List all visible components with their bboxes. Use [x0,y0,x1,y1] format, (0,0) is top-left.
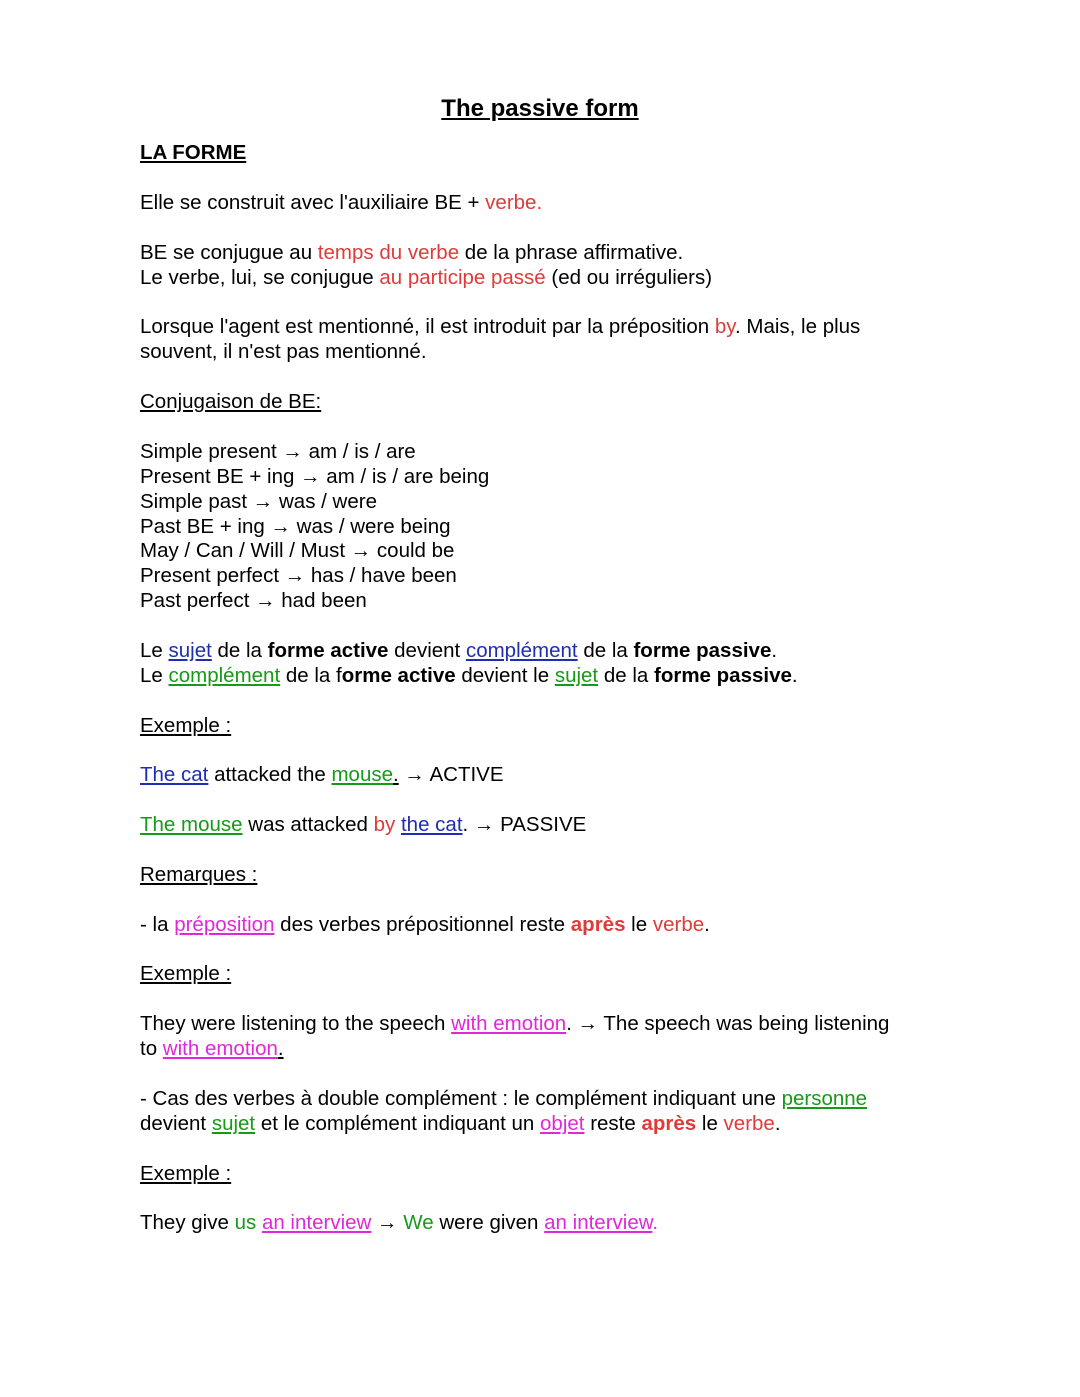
highlight-object: an interview [261,1211,372,1234]
text: devient [140,1112,212,1135]
highlight-by: by [373,813,396,836]
text: . Mais, le plus [734,315,861,338]
text: . [771,639,778,662]
conj-line: Past perfect → had been [140,589,367,612]
text: le [696,1112,724,1135]
highlight-object: an interview [544,1211,653,1234]
text: Le verbe, lui, se conjugue [140,266,380,289]
highlight-person: us [234,1211,257,1234]
text: . [704,913,710,936]
text: → ACTIVE [398,763,504,786]
highlight-complement: complément [168,664,281,687]
bold-text: forme passive [654,664,792,687]
example-label: Exemple : [140,962,232,985]
text: Le [140,664,169,687]
bold-text: orme active [341,664,456,687]
highlight-verbe: verbe. [485,191,543,214]
text: de la [211,639,268,662]
conj-line: May / Can / Will / Must → could be [140,539,455,562]
text: was attacked [242,813,374,836]
highlight-verbe: verbe [723,1112,775,1135]
text: attacked the [208,763,332,786]
text: Elle se construit avec l'auxiliaire BE + [140,191,486,214]
text: devient [388,639,466,662]
text: Le [140,639,169,662]
highlight-preposition: préposition [174,913,275,936]
conj-line: Past BE + ing → was / were being [140,515,451,538]
text: . → PASSIVE [462,813,587,836]
line-construction [140,190,940,215]
highlight-apres: après [570,913,626,936]
highlight-preposition: with emotion [451,1012,567,1035]
text: → [371,1211,404,1234]
remarks-label: Remarques : [140,863,258,886]
text: . [652,1211,659,1234]
text: (ed ou irréguliers) [545,266,713,289]
highlight-sujet: sujet [554,664,599,687]
conj-line: Simple present → am / is / are [140,440,416,463]
conj-line: Present BE + ing → am / is / are being [140,465,490,488]
highlight-temps: temps du verbe [317,241,460,264]
highlight-sujet: sujet [168,639,212,662]
conjugation-heading: Conjugaison de BE: [140,390,322,413]
text: BE se conjugue au [140,241,318,264]
line-agent [140,314,940,339]
bold-text: forme active [267,639,389,662]
text: to [140,1037,163,1060]
text: - Cas des verbes à double complément : le complément indiquant une [140,1087,782,1110]
highlight-personne: personne [781,1087,868,1110]
text: reste [584,1112,642,1135]
highlight-subject: We [403,1211,434,1234]
text: - la [140,913,175,936]
line-participle [140,265,940,290]
text: . [774,1112,781,1135]
highlight-complement: complément [465,639,578,662]
highlight-participe: au participe passé [379,266,546,289]
text: They were listening to the speech [140,1012,452,1035]
highlight-by: by [714,315,735,338]
text: . [791,664,798,687]
highlight-objet: objet [540,1112,585,1135]
example-label: Exemple : [140,1162,232,1185]
text: de la f [280,664,342,687]
example-label: Exemple : [140,714,232,737]
example-prepositional-cont [140,1036,940,1061]
highlight-object: mouse [331,763,393,786]
highlight-agent: the cat [400,813,463,836]
page-title: The passive form [441,95,639,122]
line-agent-cont: souvent, il n'est pas mentionné. [140,340,427,363]
bold-text: forme passive [633,639,772,662]
highlight-preposition: with emotion [162,1037,278,1060]
highlight-sujet: sujet [211,1112,256,1135]
text: de la [598,664,654,687]
text: de la phrase affirmative. [459,241,684,264]
remark-preposition [140,912,940,937]
conj-line: Present perfect → has / have been [140,564,457,587]
text: de la [577,639,634,662]
remark-double-complement [140,1086,940,1111]
line-be-conjugation [140,240,940,265]
highlight-verbe: verbe [652,913,705,936]
example-double-complement [140,1210,940,1235]
rule-subject [140,638,940,663]
text: Lorsque l'agent est mentionné, il est introduit par la préposition [140,315,715,338]
text: They give [140,1211,235,1234]
example-prepositional [140,1011,940,1036]
text: devient le [455,664,555,687]
highlight-apres: après [641,1112,697,1135]
text: were given [433,1211,545,1234]
section-title: LA FORME [140,141,247,164]
text: et le complément indiquant un [255,1112,541,1135]
highlight-subject: The cat [140,763,209,786]
highlight-subject: The mouse [140,813,243,836]
text: des verbes prépositionnel reste [274,913,571,936]
conj-line: Simple past → was / were [140,490,377,513]
rule-complement [140,663,940,688]
text: . [277,1037,284,1060]
example-passive [140,812,940,837]
remark-double-complement-cont [140,1111,940,1136]
text: . → The speech was being listening [566,1012,890,1035]
text: le [625,913,653,936]
text: . [393,763,399,786]
example-active [140,762,940,787]
